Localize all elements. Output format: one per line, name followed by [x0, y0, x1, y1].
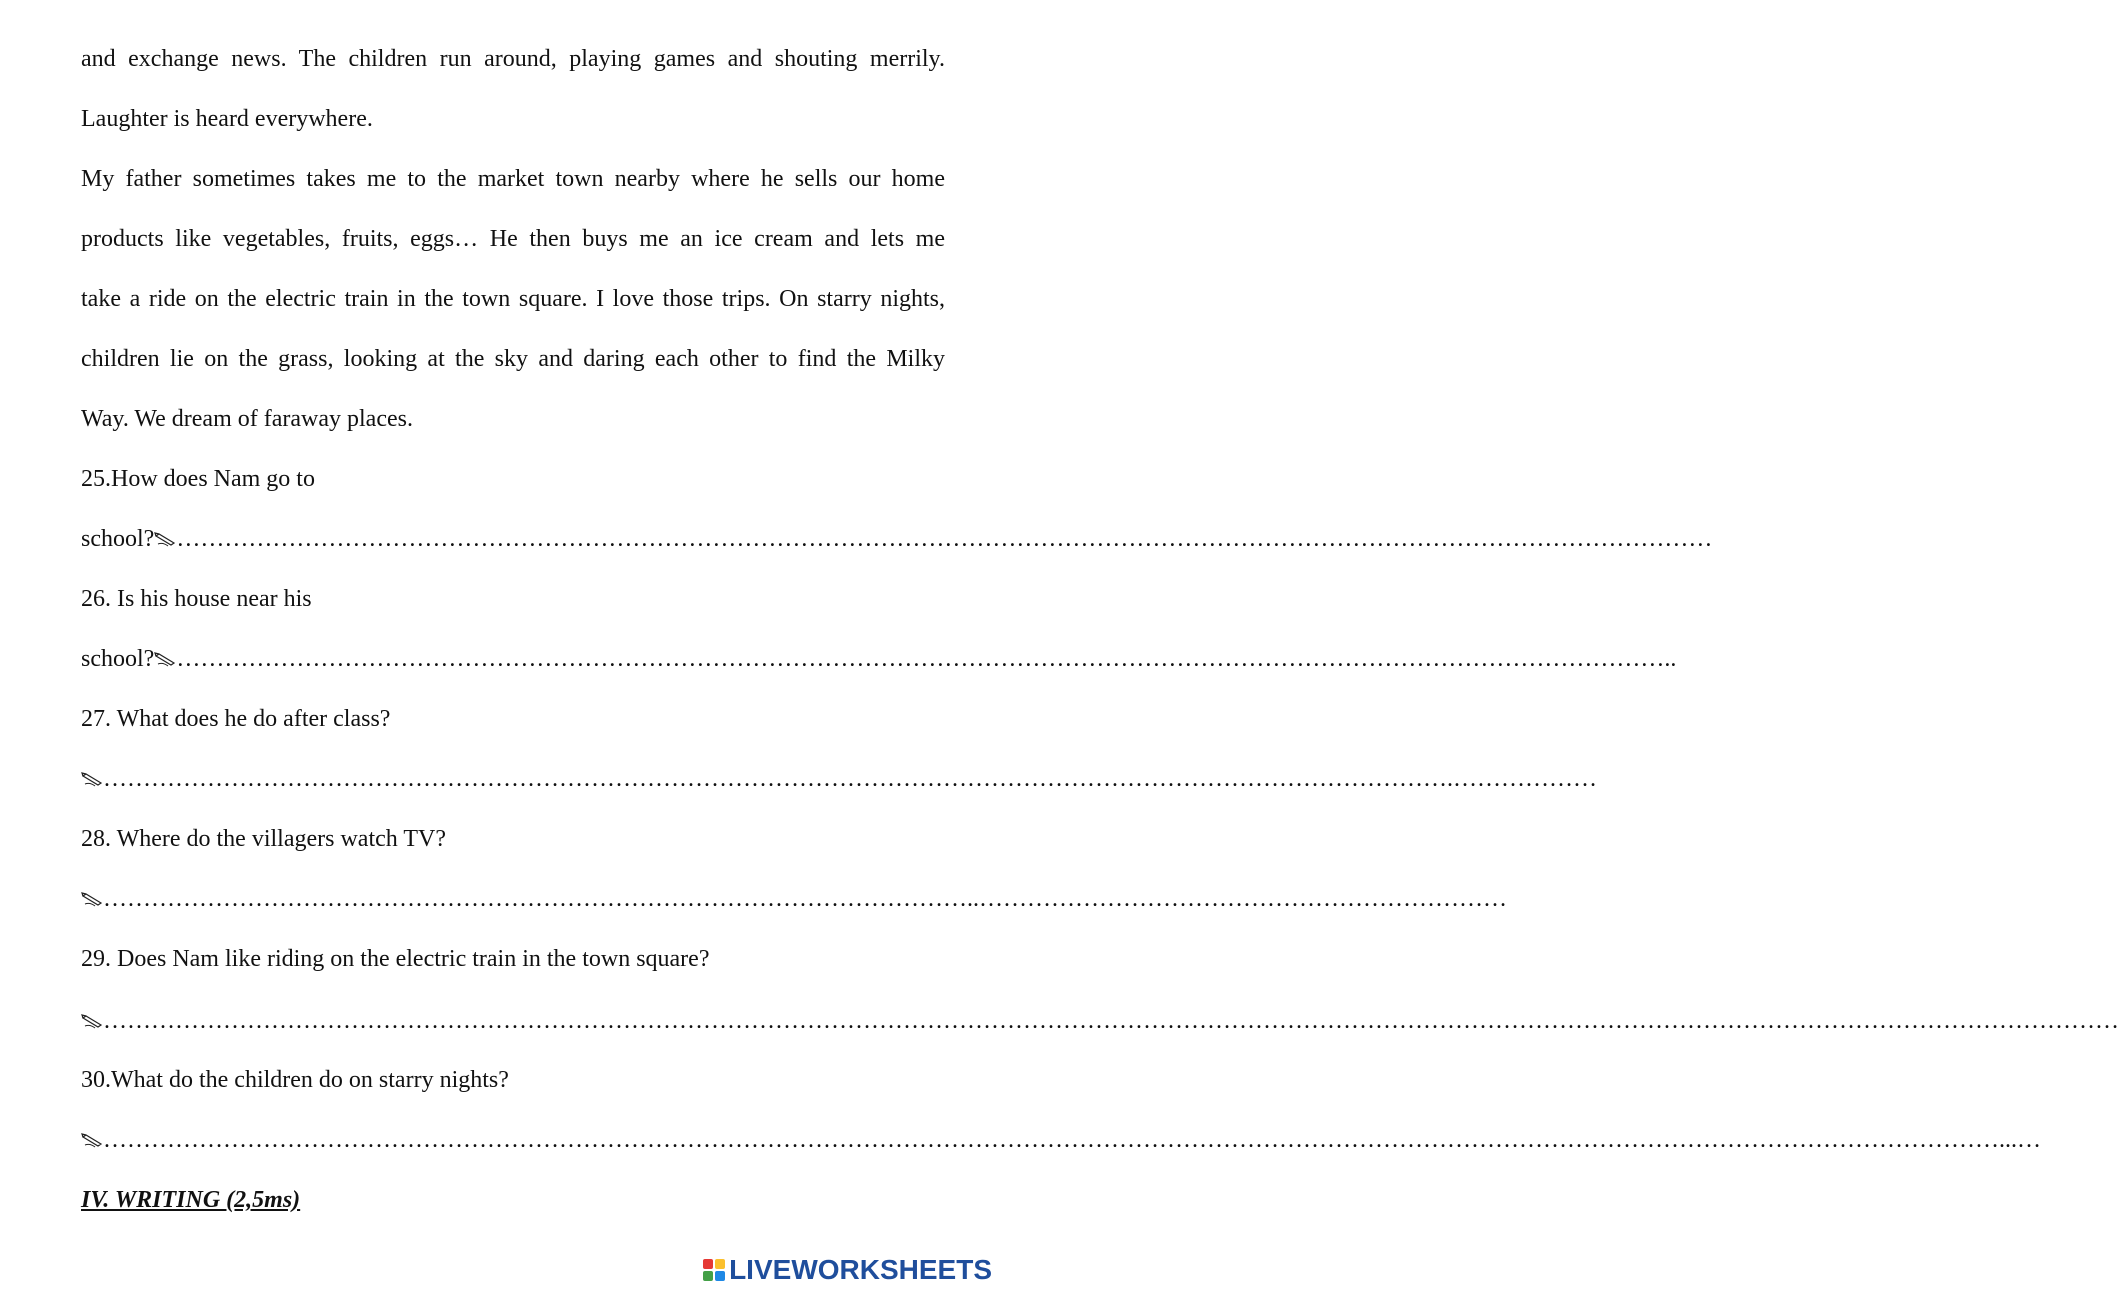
answer-field-29[interactable]: ………………………………………………………………………………………………………………………………………………………………………………………………………………………………	[103, 1008, 2119, 1034]
brand-name: LIVEWORKSHEETS	[729, 1254, 992, 1285]
pencil-icon	[81, 770, 103, 788]
question-26-answer-row	[81, 644, 1676, 674]
answer-field-25[interactable]: …………………………………………………………………………………………………………………………………………………………………………	[176, 526, 1713, 552]
passage-line: take a ride on the electric train in the town square. I love those trips. On starry nights,	[81, 286, 945, 312]
passage-line: products like vegetables, fruits, eggs… He then buys me an ice cream and lets me	[81, 226, 945, 252]
question-30-label: 30.What do the children do on starry nights?	[81, 1067, 509, 1093]
pencil-icon	[81, 890, 103, 908]
question-25-label: 25.How does Nam go to	[81, 466, 315, 492]
question-28-answer-row	[81, 884, 1507, 914]
question-27-answer-row	[81, 764, 1597, 794]
question-27-label: 27. What does he do after class?	[81, 706, 391, 732]
passage-line: Way. We dream of faraway places.	[81, 406, 413, 432]
question-25-label-cont: school?	[81, 526, 155, 552]
question-26-label-cont: school?	[81, 646, 155, 672]
passage-line: and exchange news. The children run around, playing games and shouting merrily.	[81, 46, 945, 72]
pencil-icon	[154, 650, 176, 668]
question-26-label: 26. Is his house near his	[81, 586, 312, 612]
pencil-icon	[154, 530, 176, 548]
liveworksheets-logo	[703, 1253, 992, 1287]
section-heading-writing: IV. WRITING (2,5ms)	[81, 1187, 301, 1213]
question-29-label: 29. Does Nam like riding on the electric train in the town square?	[81, 946, 710, 972]
pencil-icon	[81, 1131, 103, 1149]
answer-field-30[interactable]: …………………………………………………………………………………………………………………………………………………………………………………………………………………...…	[103, 1127, 2041, 1153]
question-29-answer-row	[81, 1006, 2119, 1036]
answer-field-27[interactable]: …………………………………………………………………………………………………………………………………………………….………………	[103, 766, 1597, 792]
question-30-answer-row	[81, 1125, 2041, 1155]
pencil-icon	[81, 1012, 103, 1030]
answer-field-28[interactable]: ………………………………………………………………………………………………..…………………………………………………………	[103, 886, 1507, 912]
question-25-answer-row	[81, 524, 1712, 554]
question-28-label: 28. Where do the villagers watch TV?	[81, 826, 446, 852]
passage-line: children lie on the grass, looking at the sky and daring each other to find the Milky	[81, 346, 945, 372]
passage-line: My father sometimes takes me to the market town nearby where he sells our home	[81, 166, 945, 192]
passage-line: Laughter is heard everywhere.	[81, 106, 373, 132]
answer-field-26[interactable]: ……………………………………………………………………………………………………………………………………………………………………..	[176, 646, 1677, 672]
logo-blocks-icon	[703, 1259, 725, 1281]
